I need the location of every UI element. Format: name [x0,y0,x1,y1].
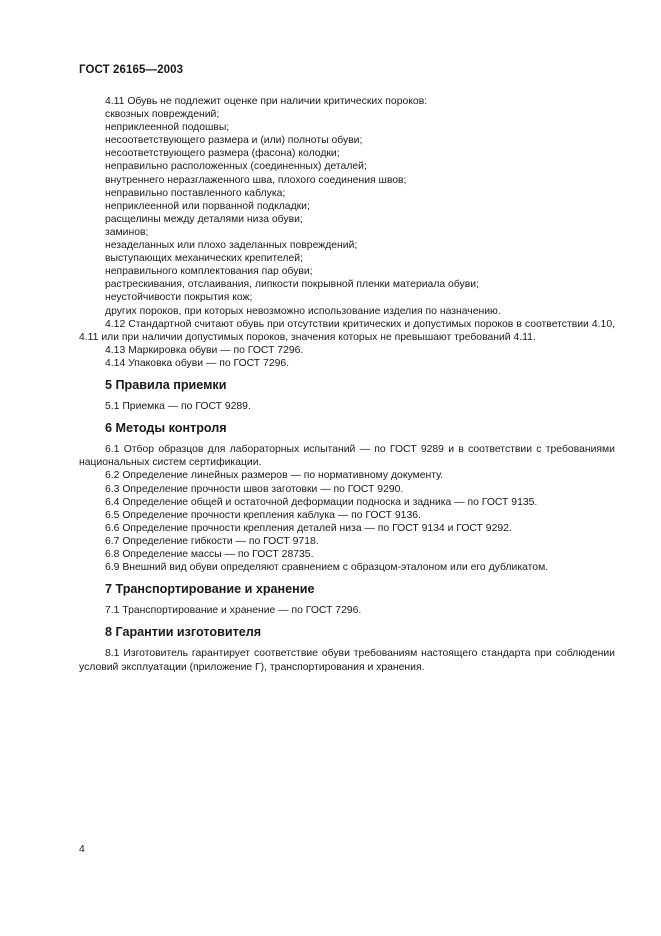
clause-7-1: 7.1 Транспортирование и хранение — по ГОСТ 7296. [105,605,362,617]
list-item: неустойчивости покрытия кож; [105,292,253,304]
list-item: неправильного комплектования пар обуви; [105,266,313,278]
list-item: неприклеенной или порванной подкладки; [105,200,310,212]
list-item: сквозных повреждений; [105,109,220,121]
clause-8-1: 8.1 Изготовитель гарантирует соответствие обуви требованиям настоящего стандарта при соблюдении условий эксплуатации (приложение Г), транспортирования и хранения. [79,648,615,673]
page-body [79,95,615,674]
section-5-heading: 5 Правила приемки [105,377,227,392]
document-header-title: ГОСТ 26165—2003 [79,64,184,76]
list-item: неприклеенной подошвы; [105,122,230,134]
section-6-heading: 6 Методы контроля [105,421,227,436]
clause-4-14: 4.14 Упаковка обуви — по ГОСТ 7296. [105,357,290,369]
list-item: заминов; [105,226,149,238]
list-item: выступающих механических крепителей; [105,253,303,265]
clause-6-7: 6.7 Определение гибкости — по ГОСТ 9718. [105,535,319,547]
list-item: внутреннего неразглаженного шва, плохого соединения швов; [105,174,407,186]
list-item: растрескивания, отслаивания, липкости покрывной пленки материала обуви; [105,279,479,291]
clause-6-8: 6.8 Определение массы — по ГОСТ 28735. [105,549,314,560]
page-number: 4 [79,844,85,855]
clause-4-11-lead: 4.11 Обувь не подлежит оценке при наличии критических пороков: [105,96,428,107]
clause-6-9: 6.9 Внешний вид обуви определяют сравнением с образцом-эталоном или его дубликатом. [105,562,549,574]
section-7-heading: 7 Транспортирование и хранение [105,582,315,597]
list-item: неправильно поставленного каблука; [105,187,286,199]
clause-4-12: 4.12 Стандартной считают обувь при отсутствии критических и допустимых пороков в соответствии 4.10, 4.11 или при наличии допустимых пороков, значения которых не превышают требований 4.11. [79,318,615,343]
list-item: незаделанных или плохо заделанных повреждений; [105,240,358,252]
clause-6-1: 6.1 Отбор образцов для лабораторных испытаний — по ГОСТ 9289 и в соответствии с требованиями национальных систем сертификации. [79,444,615,469]
defect-list [79,108,615,318]
list-item: неправильно расположенных (соединенных) деталей; [105,161,367,173]
clause-6-5: 6.5 Определение прочности крепления каблука — по ГОСТ 9136. [105,509,421,521]
clause-6-3: 6.3 Определение прочности швов заготовки — по ГОСТ 9290. [105,483,404,495]
list-item: других пороков, при которых невозможно использование изделия по назначению. [105,305,501,317]
clause-4-13: 4.13 Маркировка обуви — по ГОСТ 7296. [105,344,304,356]
clause-6-2: 6.2 Определение линейных размеров — по нормативному документу. [105,470,444,482]
list-item: несоответствующего размера (фасона) колодки; [105,148,340,160]
clause-6-6: 6.6 Определение прочности крепления деталей низа — по ГОСТ 9134 и ГОСТ 9292. [105,522,512,534]
section-8-heading: 8 Гарантии изготовителя [105,625,262,640]
list-item: расщелины между деталями низа обуви; [105,213,303,225]
clause-6-4: 6.4 Определение общей и остаточной деформации подноска и задника — по ГОСТ 9135. [105,496,538,508]
clause-5-1: 5.1 Приемка — по ГОСТ 9289. [105,401,251,413]
list-item: несоответствующего размера и (или) полноты обуви; [105,135,363,147]
